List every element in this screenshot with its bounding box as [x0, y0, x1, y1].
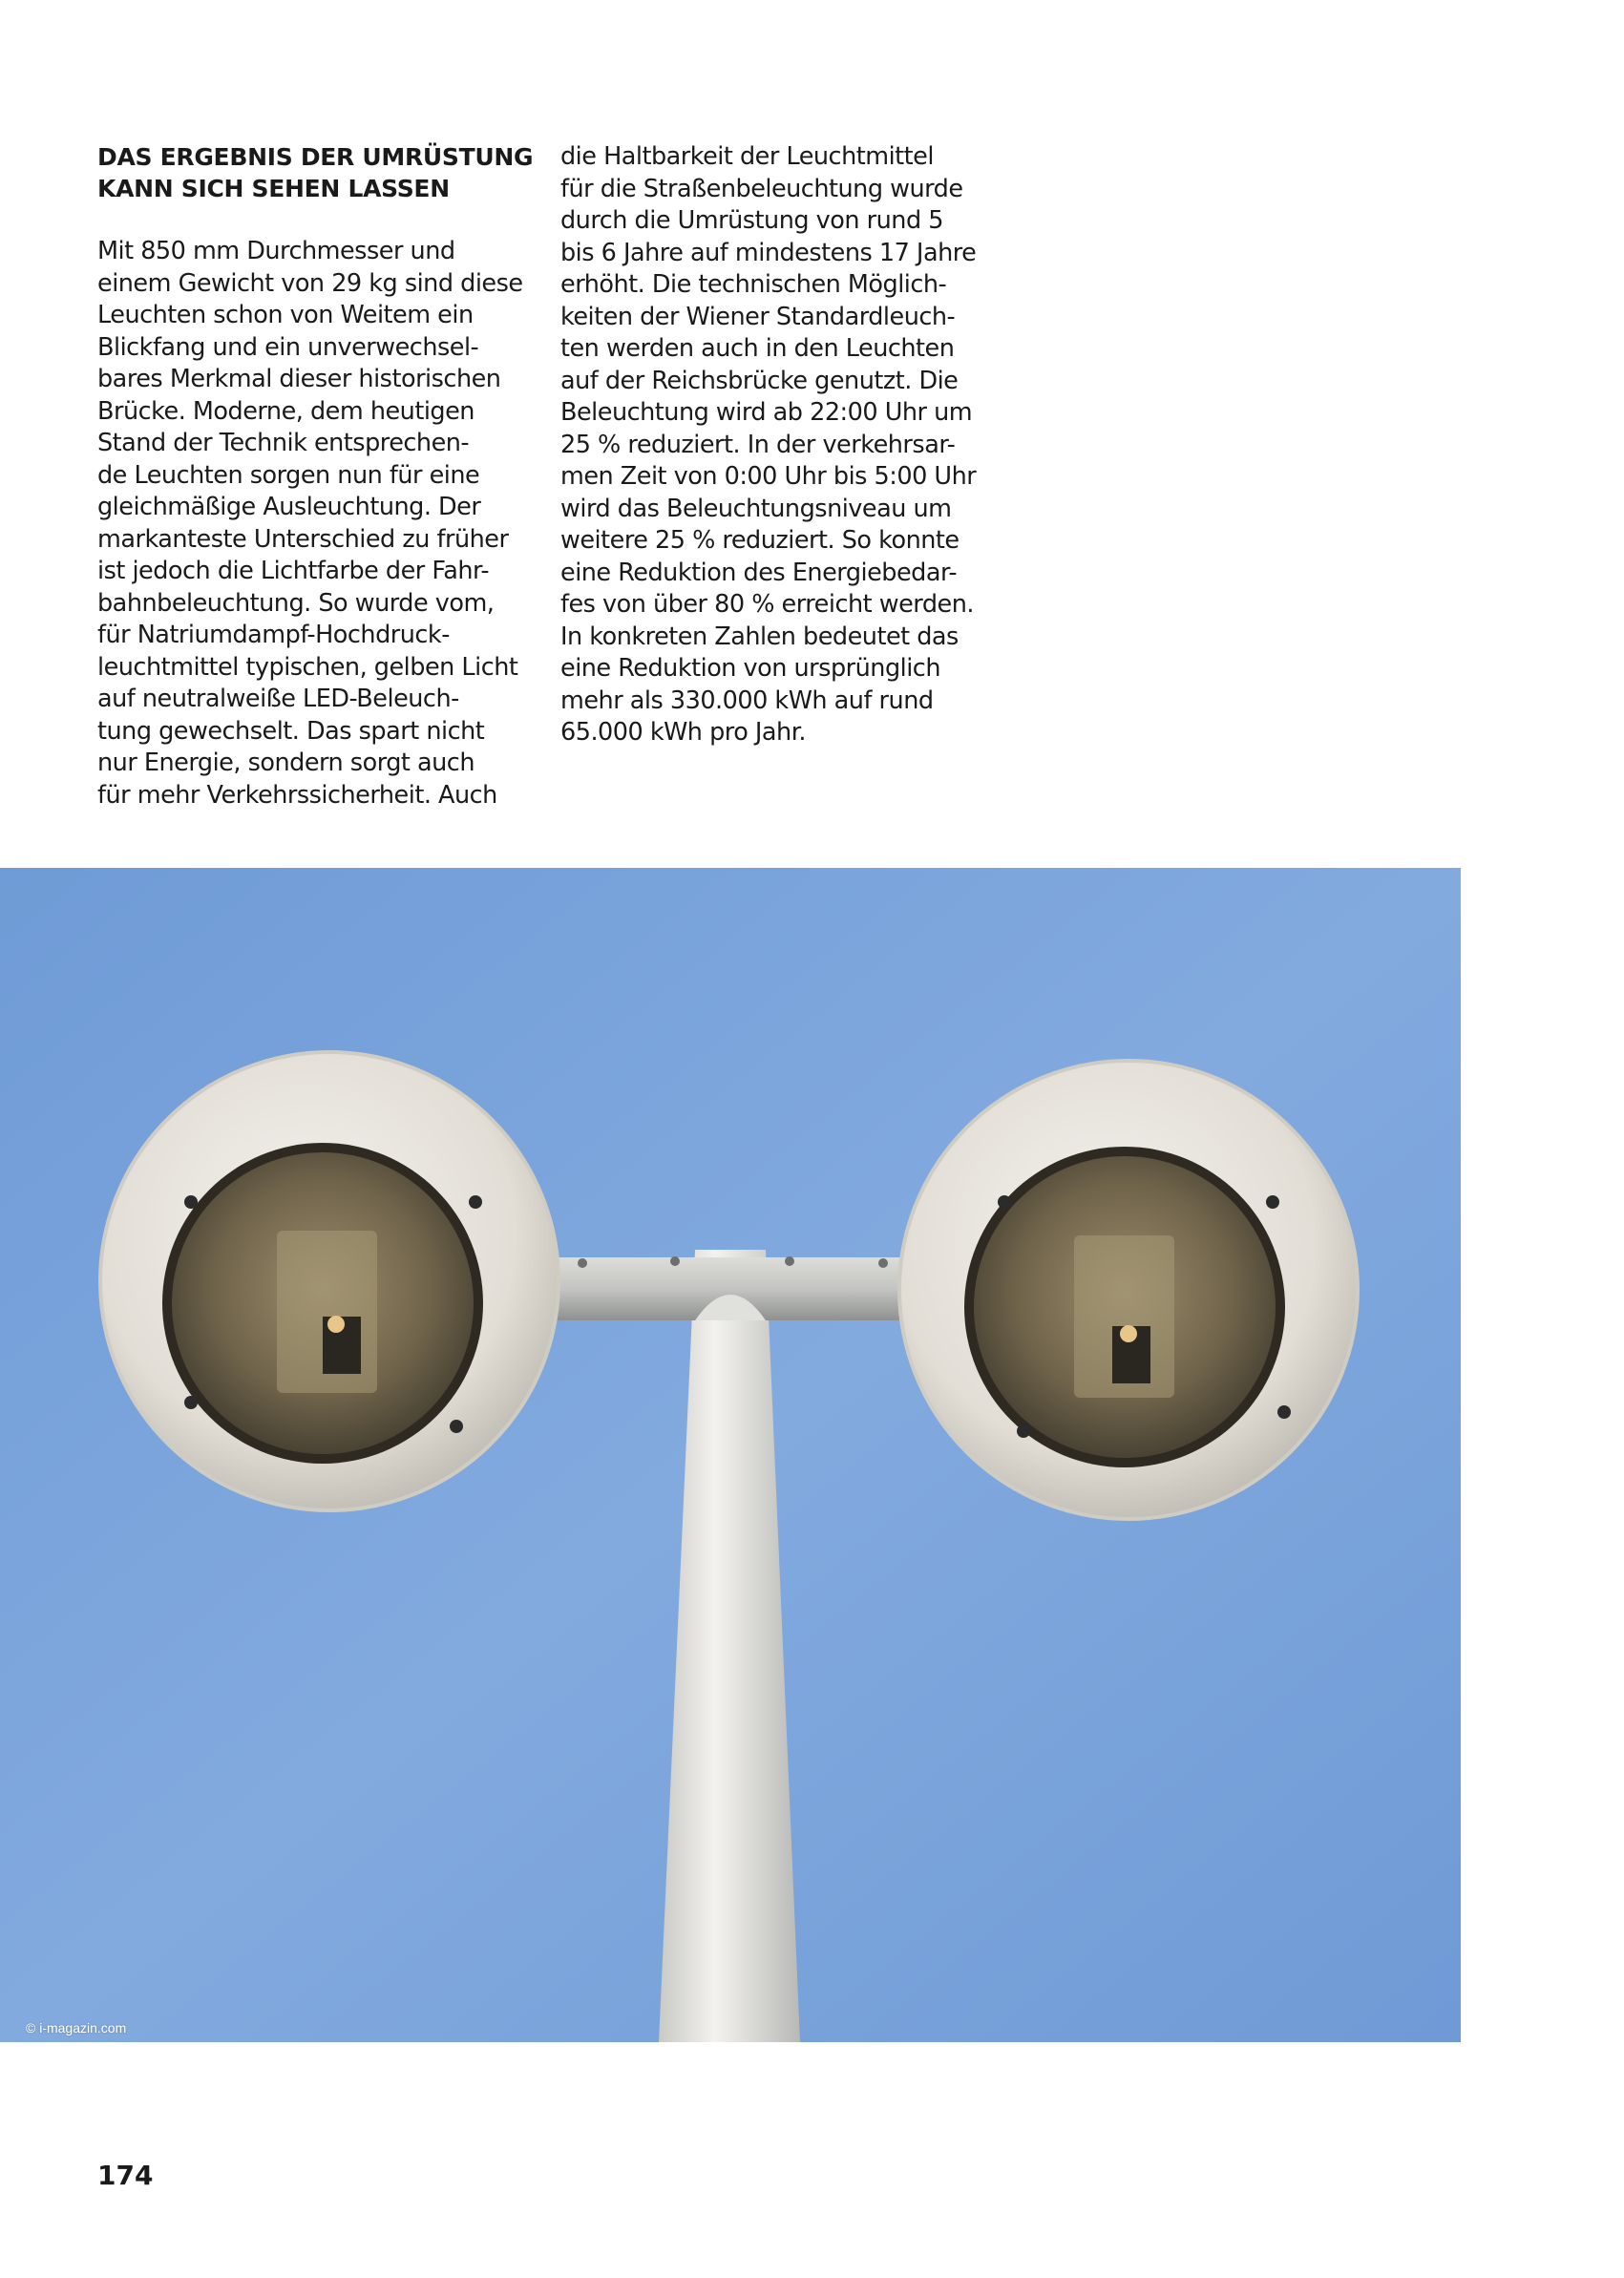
text-line: Stand der Technik entsprechen- — [97, 429, 470, 457]
text-line: tung gewechselt. Das spart nicht — [97, 716, 485, 746]
text-line: wird das Beleuchtungsniveau um — [560, 494, 952, 523]
text-line: Brücke. Moderne, dem heutigen — [97, 396, 475, 426]
text-line: ten werden auch in den Leuchten — [560, 334, 955, 363]
text-line: markanteste Unterschied zu früher — [97, 524, 509, 554]
text-line: einem Gewicht von 29 kg sind diese — [97, 268, 523, 298]
text-line: men Zeit von 0:00 Uhr bis 5:00 Uhr — [560, 462, 977, 491]
text-line: mehr als 330.000 kWh auf rund — [560, 686, 934, 715]
text-line: ist jedoch die Lichtfarbe der Fahr- — [97, 557, 490, 585]
text-line: leuchtmittel typischen, gelben Licht — [97, 652, 518, 682]
left-lamp-head — [100, 1052, 559, 1510]
text-line: für mehr Verkehrssicherheit. Auch — [97, 780, 497, 810]
text-line: 65.000 kWh pro Jahr. — [560, 718, 806, 747]
text-line: auf neutralweiße LED-Beleuch- — [97, 685, 459, 713]
text-line: bahnbeleuchtung. So wurde vom, — [97, 588, 495, 618]
heading-line: KANN SICH SEHEN LASSEN — [97, 175, 450, 202]
left-body-text — [97, 236, 546, 812]
text-line: Beleuchtung wird ab 22:00 Uhr um — [560, 398, 973, 427]
text-line: fes von über 80 % erreicht werden. — [560, 590, 974, 619]
photo-credit: © i-magazin.com — [26, 2020, 127, 2035]
text-line: bares Merkmal dieser historischen — [97, 365, 501, 393]
text-line: Leuchten schon von Weitem ein — [97, 301, 474, 329]
text-line: für die Straßenbeleuchtung wurde — [560, 174, 963, 203]
text-line: weitere 25 % reduziert. So konnte — [560, 526, 960, 555]
page-number: 174 — [97, 2160, 154, 2191]
text-line: auf der Reichsbrücke genutzt. Die — [560, 366, 959, 395]
right-lamp-head — [899, 1061, 1358, 1519]
text-line: Blickfang und ein unverwechsel- — [97, 332, 479, 362]
text-line: erhöht. Die technischen Möglich- — [560, 270, 947, 299]
article-heading — [97, 141, 546, 204]
text-line: eine Reduktion des Energiebedar- — [560, 558, 958, 587]
text-line: In konkreten Zahlen bedeutet das — [560, 622, 959, 651]
text-line: keiten der Wiener Standardleuch- — [560, 302, 956, 331]
text-line: für Natriumdampf-Hochdruck- — [97, 621, 450, 649]
text-line: durch die Umrüstung von rund 5 — [560, 206, 943, 235]
text-line: 25 % reduziert. In der verkehrsar- — [560, 430, 956, 459]
text-line: eine Reduktion von ursprünglich — [560, 654, 940, 683]
text-line: gleichmäßige Ausleuchtung. Der — [97, 493, 481, 521]
left-column — [97, 141, 546, 812]
text-line: bis 6 Jahre auf mindestens 17 Jahre — [560, 238, 977, 267]
right-column — [560, 141, 1009, 749]
heading-line: DAS ERGEBNIS DER UMRÜSTUNG — [97, 143, 534, 171]
street-lamp-photo — [0, 868, 1461, 2042]
text-line: die Haltbarkeit der Leuchtmittel — [560, 142, 934, 171]
text-line: de Leuchten sorgen nun für eine — [97, 460, 480, 490]
text-line: Mit 850 mm Durchmesser und — [97, 237, 455, 265]
text-line: nur Energie, sondern sorgt auch — [97, 749, 475, 777]
